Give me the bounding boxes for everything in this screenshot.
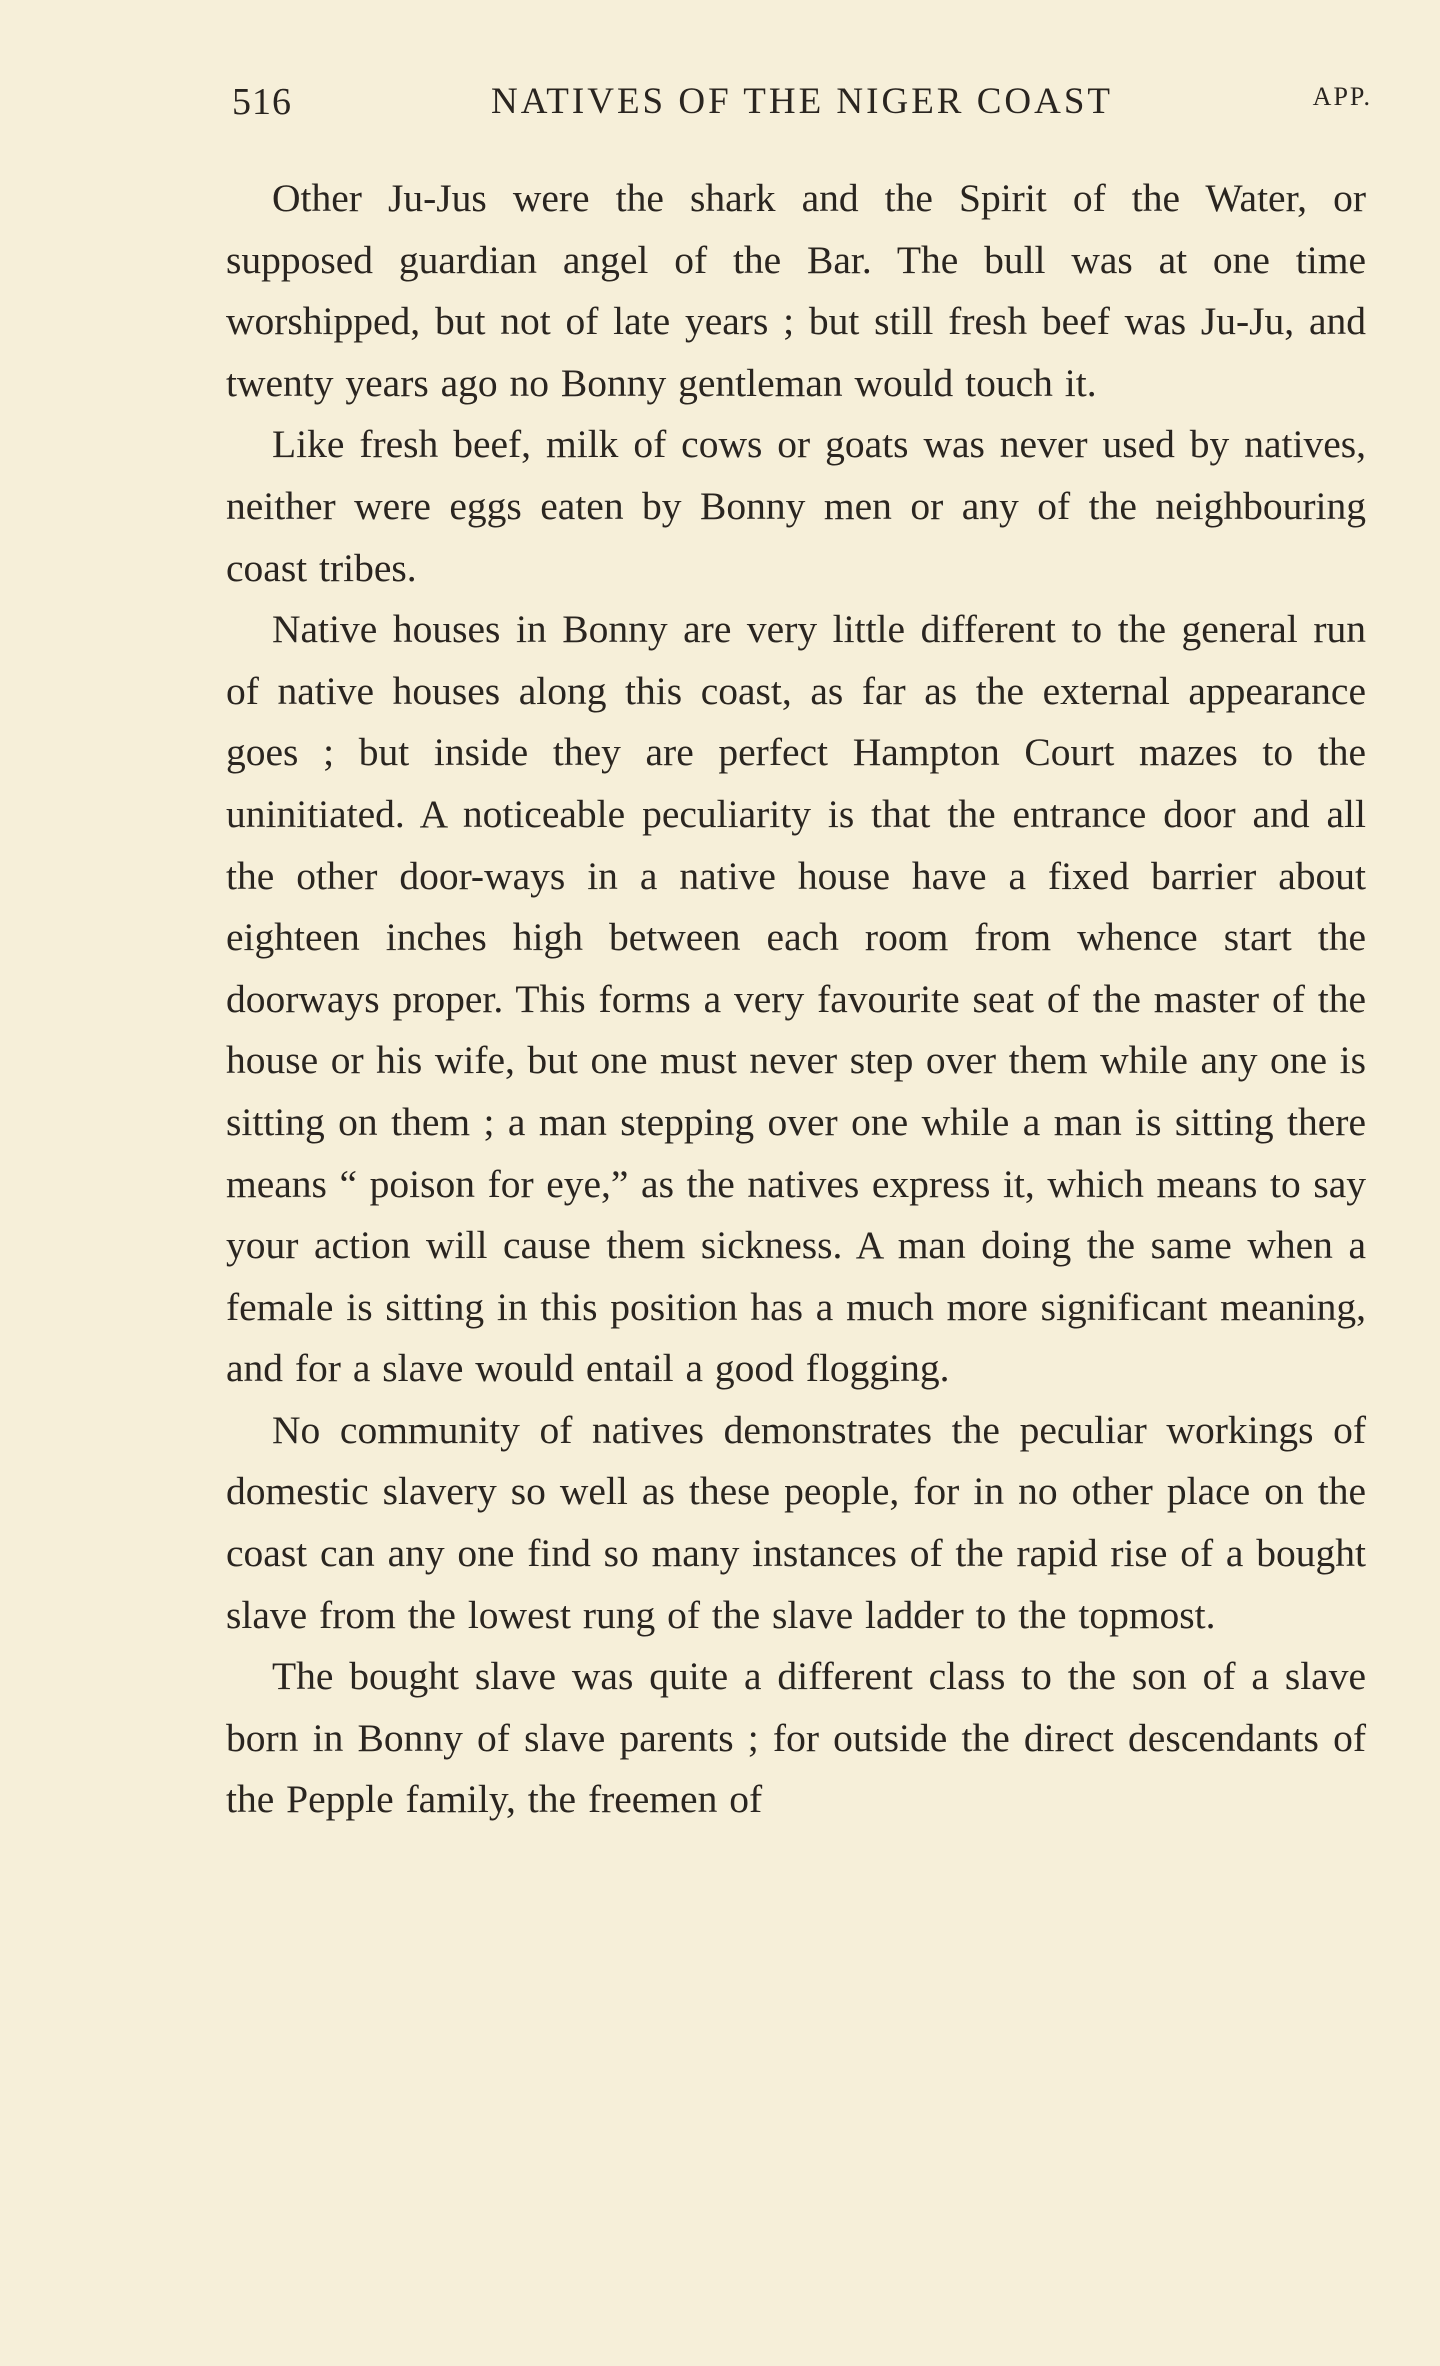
paragraph: No community of natives demonstrates the peculiar workings of domestic slavery so well as these people, for in no other place on the coast can any one find so many instances of the rapid rise of a bought slave from the lowest rung of the slave ladder to the topmost. xyxy=(226,1407,1366,1637)
paragraph: Like fresh beef, milk of cows or goats was never used by natives, neither were eggs eaten by Bonny men or any of the neighbouring coast tribes. xyxy=(226,422,1366,590)
paragraph: The bought slave was quite a different class to the son of a slave born in Bonny of slave parents ; for outside the direct descendants of the Pepple family, the freemen of xyxy=(226,1654,1366,1822)
section-mark: APP. xyxy=(1312,82,1372,111)
page-number: 516 xyxy=(232,81,292,123)
body-text xyxy=(226,168,1366,1831)
paragraph: Native houses in Bonny are very little different to the general run of native houses along this coast, as far as the external appearance goes ; but inside they are perfect Hampton Court mazes to the uninitiated. A noticeable peculiarity is that the entrance door and all the other door-ways in a native house have a fixed barrier about eighteen inches high between each room from whence start the doorways proper. This forms a very favourite seat of the master of the house or his wife, but one must never step over them while any one is sitting on them ; a man stepping over one while a man is sitting there means “ poison for eye,” as the natives express it, which means to say your action will cause them sickness. A man doing the same when a female is sitting in this position has a much more significant meaning, and for a slave would entail a good flogging. xyxy=(226,607,1366,1391)
paragraph: Other Ju-Jus were the shark and the Spirit of the Water, or supposed guardian angel of the Bar. The bull was at one time worshipped, but not of late years ; but still fresh beef was Ju-Ju, and twenty years ago no Bonny gentleman would touch it. xyxy=(226,176,1366,405)
running-title: NATIVES OF THE NIGER COAST xyxy=(490,81,1114,122)
page-header xyxy=(232,80,1372,140)
